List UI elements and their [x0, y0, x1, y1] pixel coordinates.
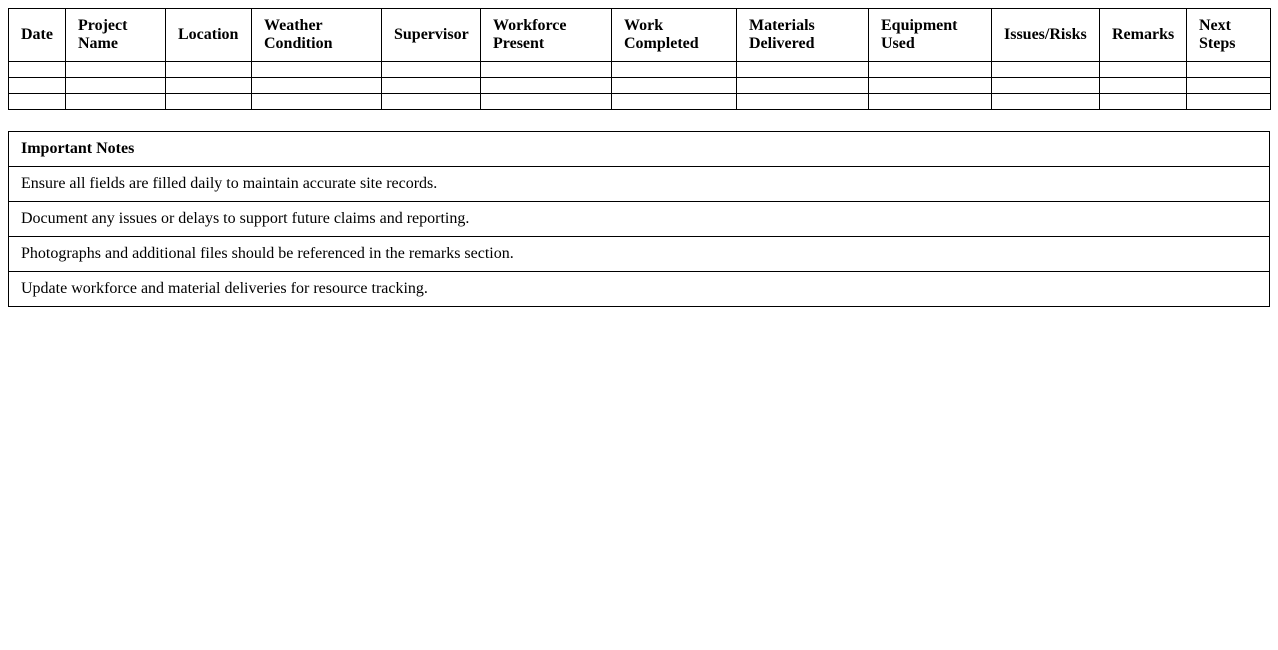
- notes-header-row: [9, 132, 1270, 167]
- table-cell[interactable]: [869, 62, 992, 78]
- table-cell[interactable]: [66, 94, 166, 110]
- column-header-next-steps: Next Steps: [1187, 9, 1271, 62]
- table-cell[interactable]: [166, 78, 252, 94]
- important-notes-table: [8, 131, 1270, 307]
- table-cell[interactable]: [869, 78, 992, 94]
- notes-heading: Important Notes: [9, 132, 1270, 167]
- column-header-workforce-present: Workforce Present: [481, 9, 612, 62]
- note-row: [9, 272, 1270, 307]
- table-cell[interactable]: [481, 62, 612, 78]
- table-cell[interactable]: [382, 62, 481, 78]
- note-row: [9, 202, 1270, 237]
- table-cell[interactable]: [166, 62, 252, 78]
- table-cell[interactable]: [66, 62, 166, 78]
- table-row: [9, 78, 1271, 94]
- table-cell[interactable]: [612, 78, 737, 94]
- table-cell[interactable]: [252, 94, 382, 110]
- table-cell[interactable]: [869, 94, 992, 110]
- table-body: [9, 62, 1271, 110]
- table-cell[interactable]: [1100, 94, 1187, 110]
- column-header-weather-condition: Weather Condition: [252, 9, 382, 62]
- table-cell[interactable]: [481, 94, 612, 110]
- table-cell[interactable]: [481, 78, 612, 94]
- table-cell[interactable]: [382, 94, 481, 110]
- column-header-equipment-used: Equipment Used: [869, 9, 992, 62]
- table-header-row: [9, 9, 1271, 62]
- column-header-materials-delivered: Materials Delivered: [737, 9, 869, 62]
- table-cell[interactable]: [992, 78, 1100, 94]
- table-cell[interactable]: [166, 94, 252, 110]
- table-cell[interactable]: [9, 78, 66, 94]
- table-cell[interactable]: [737, 62, 869, 78]
- note-row: [9, 167, 1270, 202]
- table-cell[interactable]: [612, 94, 737, 110]
- table-cell[interactable]: [252, 78, 382, 94]
- table-cell[interactable]: [992, 94, 1100, 110]
- table-cell[interactable]: [1187, 94, 1271, 110]
- table-cell[interactable]: [66, 78, 166, 94]
- table-row: [9, 94, 1271, 110]
- table-cell[interactable]: [9, 62, 66, 78]
- column-header-date: Date: [9, 9, 66, 62]
- column-header-location: Location: [166, 9, 252, 62]
- note-item: Update workforce and material deliveries for resource tracking.: [9, 272, 1270, 307]
- table-row: [9, 62, 1271, 78]
- column-header-work-completed: Work Completed: [612, 9, 737, 62]
- table-cell[interactable]: [1187, 62, 1271, 78]
- table-cell[interactable]: [737, 94, 869, 110]
- column-header-issues-risks: Issues/Risks: [992, 9, 1100, 62]
- table-cell[interactable]: [252, 62, 382, 78]
- table-cell[interactable]: [737, 78, 869, 94]
- column-header-remarks: Remarks: [1100, 9, 1187, 62]
- note-item: Photographs and additional files should be referenced in the remarks section.: [9, 237, 1270, 272]
- table-cell[interactable]: [9, 94, 66, 110]
- column-header-supervisor: Supervisor: [382, 9, 481, 62]
- table-cell[interactable]: [382, 78, 481, 94]
- table-cell[interactable]: [1100, 78, 1187, 94]
- table-cell[interactable]: [1187, 78, 1271, 94]
- note-item: Ensure all fields are filled daily to maintain accurate site records.: [9, 167, 1270, 202]
- column-header-project-name: Project Name: [66, 9, 166, 62]
- table-cell[interactable]: [992, 62, 1100, 78]
- table-cell[interactable]: [1100, 62, 1187, 78]
- site-log-table: [8, 8, 1271, 110]
- note-row: [9, 237, 1270, 272]
- table-cell[interactable]: [612, 62, 737, 78]
- note-item: Document any issues or delays to support future claims and reporting.: [9, 202, 1270, 237]
